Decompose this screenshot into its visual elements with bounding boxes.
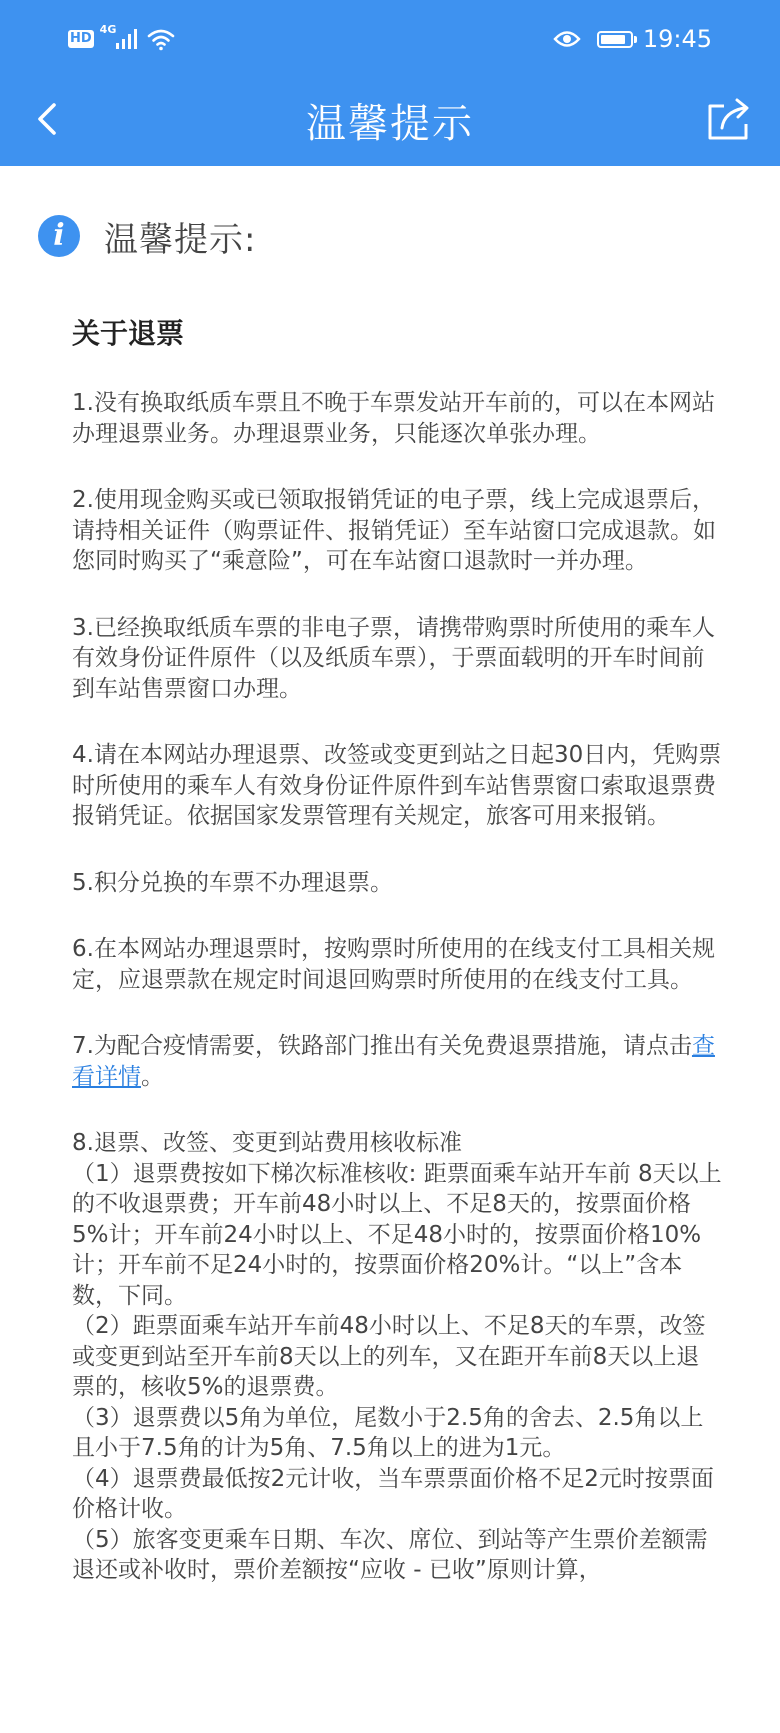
- fee-rule-1: （1）退票费按如下梯次标准核收: 距票面乘车站开车前 8天以上的不收退票费；开车前48小时以上、不足8天的，按票面价格5%计；开车前24小时以上、不足48小时的，按票面价格10%计；开车前不足24小时的，按票面价格20%计。“以上”含本数，下同。: [72, 1160, 722, 1309]
- battery-level: [601, 35, 625, 44]
- notice-paragraph-4: 4.请在本网站办理退票、改签或变更到站之日起30日内，凭购票时所使用的乘车人有效身份证件原件到车站售票窗口索取退票费报销凭证。依据国家发票管理有关规定，旅客可用来报销。: [72, 742, 722, 829]
- status-bar: [0, 0, 780, 76]
- view-details-link[interactable]: 查看详情: [72, 1033, 715, 1090]
- nav-bar: [0, 76, 780, 166]
- notice-paragraph-2: 2.使用现金购买或已领取报销凭证的电子票，线上完成退票后，请持相关证件（购票证件、报销凭证）至车站窗口完成退款。如您同时购买了“乘意险”，可在车站窗口退款时一并办理。: [72, 487, 716, 574]
- share-button[interactable]: [700, 90, 758, 148]
- fee-standard-title: 8.退票、改签、变更到站费用核收标准: [72, 1130, 462, 1156]
- notice-paragraph-1: 1.没有换取纸质车票且不晚于车票发站开车前的，可以在本网站办理退票业务。办理退票业务，只能逐次单张办理。: [72, 390, 715, 447]
- notice-paragraph-7: [72, 1031, 722, 1092]
- fee-rule-4: （4）退票费最低按2元计收，当车票票面价格不足2元时按票面价格计收。: [72, 1465, 714, 1522]
- status-right: [553, 20, 712, 58]
- eye-comfort-icon: [553, 29, 581, 49]
- hd-badge: HD: [70, 31, 92, 46]
- notice-paragraph-6: 6.在本网站办理退票时，按购票时所使用的在线支付工具相关规定，应退票款在规定时间退回购票时所使用的在线支付工具。: [72, 936, 715, 993]
- section-title: 关于退票: [72, 317, 185, 350]
- battery-icon: [597, 31, 633, 48]
- tip-heading: 温馨提示:: [104, 219, 257, 260]
- app-header: [0, 0, 780, 166]
- share-icon: [700, 90, 758, 148]
- fee-rule-2: （2）距票面乘车站开车前48小时以上、不足8天的车票，改签或变更到站至开车前8天以上的列车，又在距开车前8天以上退票的，核收5%的退票费。: [72, 1313, 706, 1400]
- notice-paragraph-3: 3.已经换取纸质车票的非电子票，请携带购票时所使用的乘车人有效身份证件原件（以及纸质车票），于票面载明的开车时间前到车站售票窗口办理。: [72, 614, 715, 702]
- network-type-label: 4G: [99, 23, 117, 36]
- wifi-icon: [147, 27, 175, 51]
- tip-heading-row: [38, 214, 256, 258]
- page-title: 温馨提示: [306, 101, 474, 147]
- notice-paragraph-7-end: 。: [141, 1063, 164, 1090]
- notice-paragraph-5: 5.积分兑换的车票不办理退票。: [72, 869, 393, 896]
- status-left: [68, 22, 175, 56]
- fee-rule-5: （5）旅客变更乘车日期、车次、席位、到站等产生票价差额需退还或补收时，票价差额按“应收 - 已收”原则计算，: [72, 1526, 708, 1583]
- refund-notice-body: [72, 388, 722, 1586]
- fee-rule-3: （3）退票费以5角为单位，尾数小于2.5角的舍去、2.5角以上且小于7.5角的计为5角、7.5角以上的进为1元。: [72, 1404, 704, 1461]
- notice-paragraph-7-text: 7.为配合疫情需要，铁路部门推出有关免费退票措施，请点击: [72, 1033, 692, 1059]
- status-time: 19:45: [642, 25, 712, 53]
- cellular-signal-icon: [99, 23, 137, 49]
- info-icon: i: [38, 215, 80, 257]
